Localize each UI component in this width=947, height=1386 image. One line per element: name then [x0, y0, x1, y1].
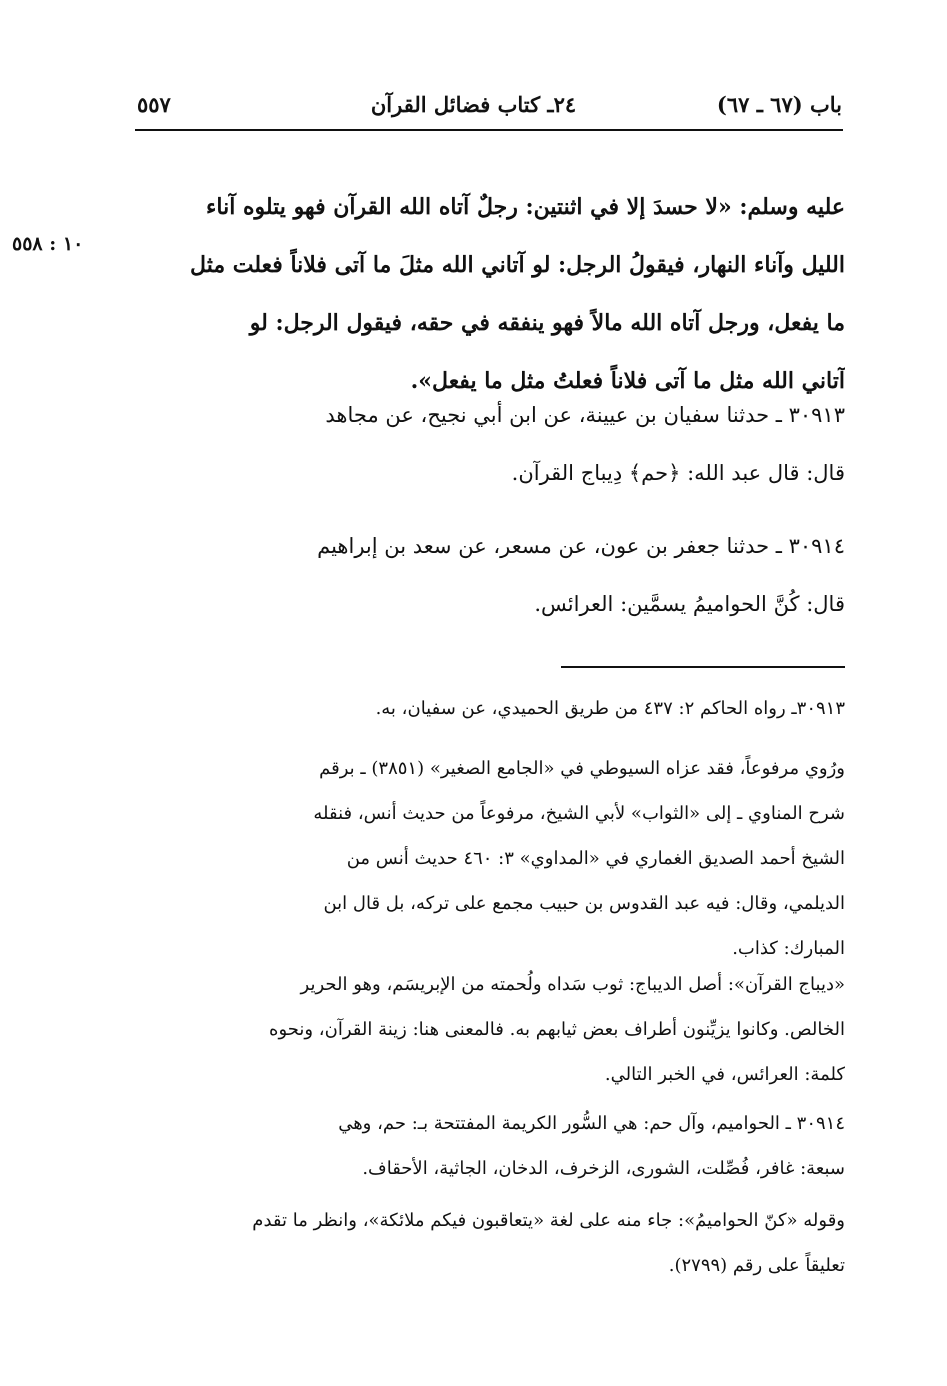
- footnote-line: سبعة: غافر، فُصِّلت، الشورى، الزخرف، الدخان، الجاثية، الأحقاف.: [362, 1158, 845, 1179]
- footnote-line: تعليقاً على رقم (٢٧٩٩).: [668, 1255, 845, 1276]
- footnote-3: [134, 962, 845, 1097]
- footnote-2: [134, 746, 845, 971]
- footnote-line: الديلمي، وقال: فيه عبد القدوس بن حبيب مجمع على تركه، بل قال ابن: [323, 893, 845, 914]
- footnote-separator: [561, 666, 845, 668]
- footnote-line: ورُوي مرفوعاً، فقد عزاه السيوطي في «الجامع الصغير» (٣٨٥١) ـ برقم: [319, 758, 845, 779]
- footnote-line: ٣٠٩١٣ـ رواه الحاكم ٢: ٤٣٧ من طريق الحميدي، عن سفيان، به.: [375, 698, 845, 719]
- text-line: ما يفعل، ورجل آتاه الله مالاً فهو ينفقه في حقه، فيقول الرجل: لو: [249, 310, 845, 336]
- main-paragraph-1: [134, 178, 845, 410]
- text-line: ٣٠٩١٤ ـ حدثنا جعفر بن عون، عن مسعر، عن سعد بن إبراهيم: [317, 534, 845, 558]
- section-heading: باب (٦٧ ـ ٦٧): [716, 92, 842, 117]
- footnote-4: [134, 1101, 845, 1191]
- text-line: ٣٠٩١٣ ـ حدثنا سفيان بن عيينة، عن ابن أبي نجيح، عن مجاهد: [325, 403, 845, 427]
- footnote-line: كلمة: العرائس، في الخبر التالي.: [604, 1064, 845, 1085]
- main-paragraph-2: [134, 386, 845, 502]
- footnote-line: وقوله «كنّ الحواميمُ»: جاء منه على لغة «يتعاقبون فيكم ملائكة»، وانظر ما تقدم: [252, 1210, 845, 1231]
- text-line: قال: قال عبد الله: ﴿حم﴾ دِيباج القرآن.: [511, 461, 845, 485]
- header-rule: [135, 129, 843, 131]
- footnote-line: الخالص. وكانوا يزيِّنون أطراف بعض ثيابهم به. فالمعنى هنا: زينة القرآن، ونحوه: [269, 1019, 845, 1040]
- footnote-1: [134, 686, 845, 731]
- footnote-line: شرح المناوي ـ إلى «الثواب» لأبي الشيخ، مرفوعاً من حديث أنس، فنقله: [313, 803, 845, 824]
- footnote-line: ٣٠٩١٤ ـ الحواميم، وآل حم: هي السُّور الكريمة المفتتحة بـ: حم، وهي: [338, 1113, 845, 1134]
- margin-reference: ١٠ : ٥٥٨: [12, 233, 84, 255]
- footnote-line: المبارك: كذاب.: [732, 938, 845, 959]
- footnote-line: الشيخ أحمد الصديق الغماري في «المداوي» ٣: ٤٦٠ حديث أنس من: [346, 848, 845, 869]
- text-line: قال: كُنَّ الحواميمُ يسمَّين: العرائس.: [534, 592, 845, 616]
- text-line: عليه وسلم: «لا حسدَ إلا في اثنتين: رجلٌ آتاه الله القرآن فهو يتلوه آناء: [206, 194, 845, 220]
- page-number: ٥٥٧: [137, 92, 171, 117]
- chapter-title: ٢٤ـ كتاب فضائل القرآن: [370, 92, 577, 117]
- main-paragraph-3: [134, 517, 845, 633]
- text-line: آتاني الله مثل ما آتى فلاناً فعلتُ مثل ما يفعل».: [410, 368, 845, 394]
- footnote-line: «ديباج القرآن»: أصل الديباج: ثوب سَداه ولُحمته من الإبريسَم، وهو الحرير: [300, 974, 845, 995]
- footnote-5: [134, 1198, 845, 1288]
- text-line: الليل وآناء النهار، فيقولُ الرجل: لو آتاني الله مثلَ ما آتى فلاناً فعلت مثل: [190, 252, 845, 278]
